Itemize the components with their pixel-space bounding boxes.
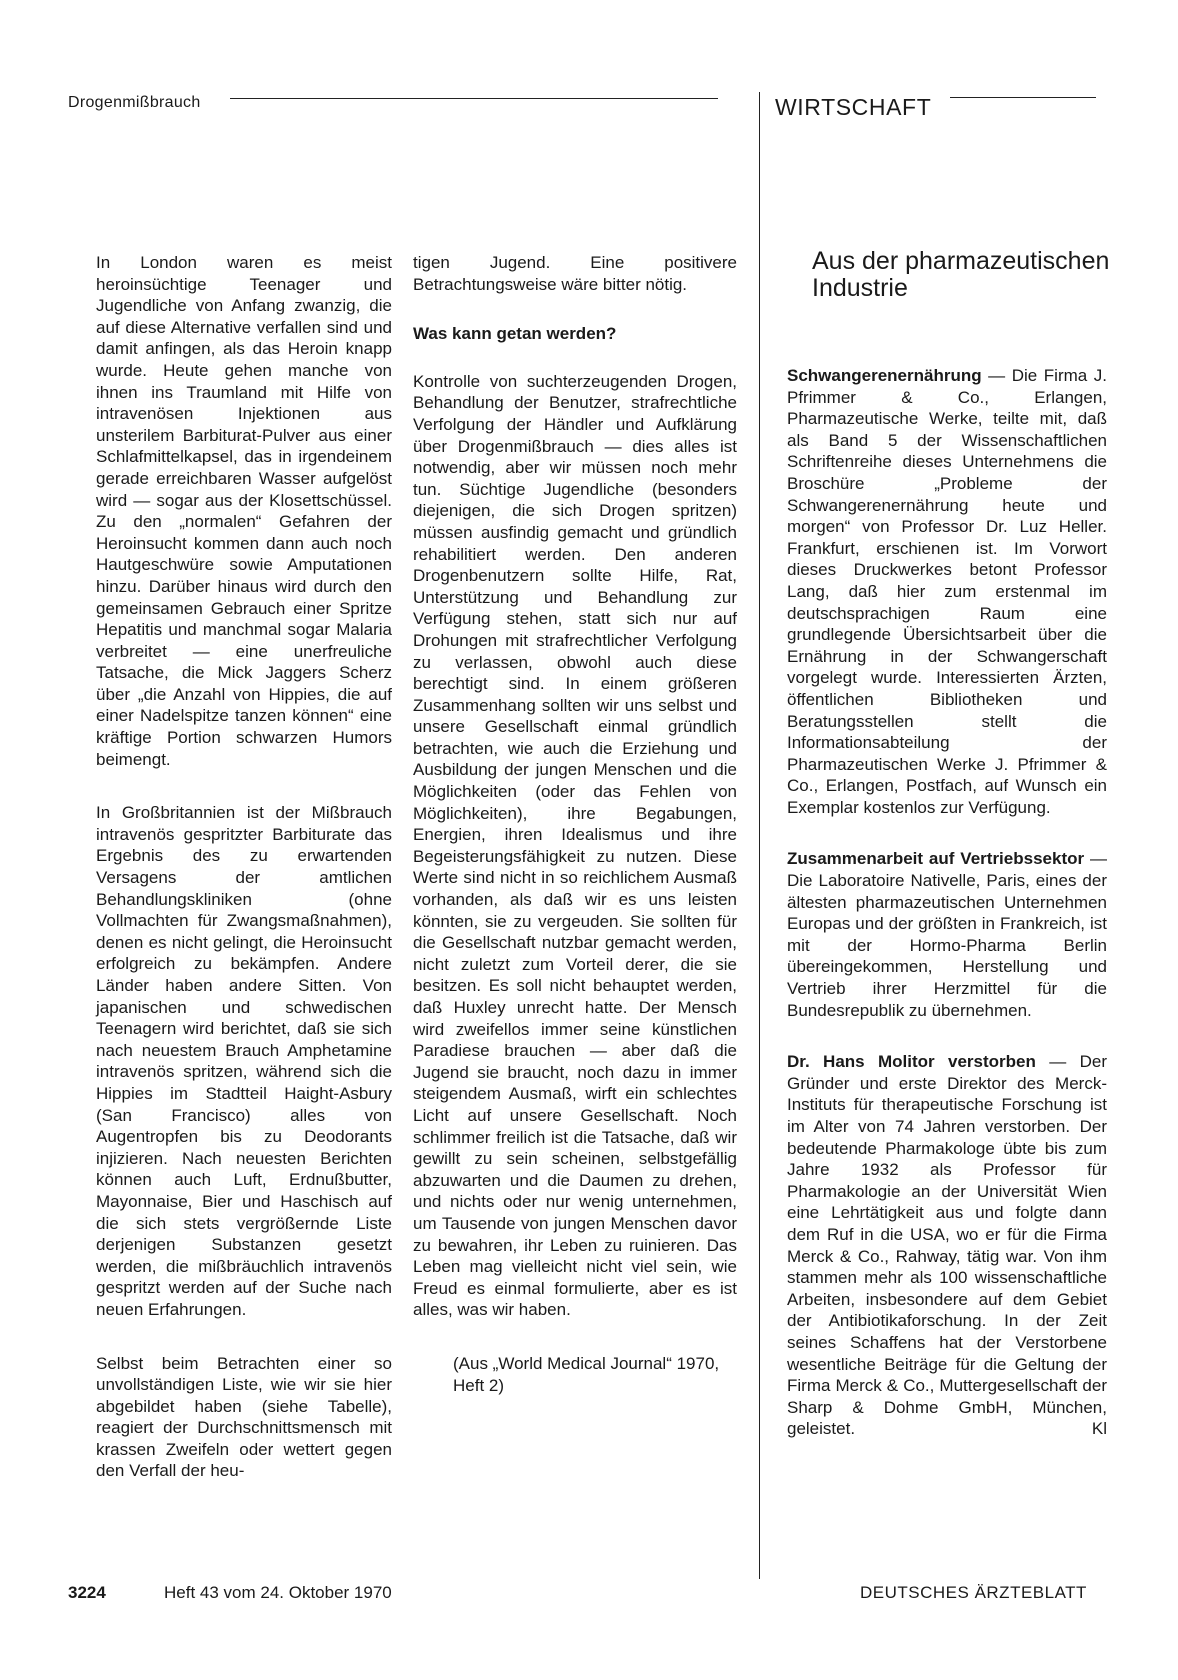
header-rule-left <box>230 98 718 99</box>
news-item-lead: Zusammenarbeit auf Vertriebssektor <box>787 849 1085 869</box>
paragraph: In Großbritannien ist der Mißbrauch intravenös gespritzter Barbiturate das Ergebnis des zu erwartenden Versagens der amtlichen Behandlungskliniken (ohne Vollmachten für Zwangsmaßnahmen), denen es nicht gelingt, die Heroinsucht erfolgreich zu bekämpfen. Andere Länder haben andere Sitten. Von japanischen und schwedischen Teenagern wird berichtet, daß sie sich nach neuestem Brauch Amphetamine intravenös spritzen, während sich die Hippies im Stadtteil Haight-Asbury (San Francisco) alles von Augentropfen bis zu Deodorants injizieren. Nach neuesten Berichten können auch Luft, Erdnußbutter, Mayonnaise, Bier und Haschisch auf die sich stets vergrößernde Liste derjenigen Substanzen gesetzt werden, die mißbräuchlich intravenös gespritzt werden auf der Suche nach neuen Erfahrungen. <box>96 803 392 1319</box>
news-item-text: — Die Firma J. Pfrimmer & Co., Erlangen, Pharmazeutische Werke, teilte mit, daß als Band 5 der Wissenschaftlichen Schriftenreihe dieses Unternehmens die Broschüre „Probleme der Schwangerenernährung heute und morgen“ von Professor Dr. Luz Heller. Frankfurt, erschienen ist. Im Vorwort dieses Druckwerkes betont Professor Lang, daß hier zum erstenmal im deutschsprachigen Raum eine grundlegende Übersichtsarbeit über die Ernährung in der Schwangerschaft vorgelegt wurde. Interessierten Ärzten, öffentlichen Bibliotheken und Beratungsstellen stellt die Informationsabteilung der Pharmazeutischen Werke J. Pfrimmer & Co., Erlangen, Postfach, auf Wunsch ein Exemplar kostenlos zur Verfügung. <box>787 366 1107 817</box>
news-item <box>787 848 1107 1021</box>
news-item-lead: Schwangerenernährung <box>787 366 982 385</box>
section-header-left: Drogenmißbrauch <box>68 94 201 111</box>
magazine-name: DEUTSCHES ÄRZTEBLATT <box>860 1583 1087 1602</box>
page-number: 3224 <box>68 1583 106 1602</box>
section-header-right: WIRTSCHAFT <box>775 94 932 120</box>
industry-news-column <box>787 365 1107 1440</box>
section-heading: Was kann getan werden? <box>413 324 617 344</box>
paragraph: Selbst beim Betrachten einer so unvollständigen Liste, wie wir sie hier abgebildet haben (siehe Tabelle), reagiert der Durchschnittsmensch mit krassen Zweifeln oder wettert gegen den Verfall der heu- <box>96 1353 392 1481</box>
paragraph: Kontrolle von suchterzeugenden Drogen, Behandlung der Benutzer, strafrechtliche Verfolgung der Händler und Aufklärung über Drogenmißbrauch — dies alles ist notwendig, aber wir müssen noch mehr tun. Süchtige Jugendliche (besonders diejenigen, die sich Drogen spritzen) müssen ausfindig gemacht und gründlich rehabilitiert werden. Den anderen Drogenbenutzern sollte Hilfe, Rat, Unterstützung und Behandlung zur Verfügung stehen, statt sich nur auf Drohungen mit strafrechtlicher Verfolgung zu verlassen, obwohl auch diese berechtigt sind. In einem größeren Zusammenhang sollten wir uns selbst und unsere Gesellschaft einmal gründlich betrachten, wie auch die Erziehung und Ausbildung der jungen Menschen und die Möglichkeiten (oder das Fehlen von Möglichkeiten), ihre Begabungen, Energien, ihren Idealismus und ihre Begeisterungsfähigkeit zu nutzen. Diese Werte sind nicht in so reichlichem Ausmaß vorhanden, als daß wir es uns leisten könnten, sie zu vergeuden. Sie sollten für die Gesellschaft nutzbar gemacht werden, nicht zuletzt zum Vorteil derer, die sie besitzen. Es soll nicht behauptet werden, daß Huxley unrecht hatte. Der Mensch wird zweifellos immer seine künstlichen Paradiese brauchen — aber daß die Jugend sie braucht, noch dazu in immer steigendem Ausmaß, wirft ein schlechtes Licht auf unsere Gesellschaft. Noch schlimmer freilich ist die Tatsache, daß wir gewillt zu sein scheinen, selbstgefällig abzuwarten und die Daumen zu drehen, und nichts oder nur wenig unternehmen, um Tausende von jungen Menschen davor zu bewahren, ihr Leben zu ruinieren. Das Leben mag vielleicht nicht viel sein, wie Freud es einmal formulierte, aber es ist alles, was wir haben. <box>413 371 737 1320</box>
industry-section-title: Aus der pharmazeutischen Industrie <box>812 247 1110 302</box>
column-divider <box>759 92 760 1579</box>
source-citation: (Aus „World Medical Journal“ 1970, Heft 2) <box>453 1353 720 1395</box>
article-column-2 <box>413 252 737 1396</box>
news-item-lead: Dr. Hans Molitor verstorben <box>787 1052 1036 1072</box>
issue-info: Heft 43 vom 24. Oktober 1970 <box>164 1583 392 1602</box>
header-rule-right <box>950 97 1096 98</box>
news-item <box>787 1051 1107 1440</box>
paragraph: tigen Jugend. Eine positivere Betrachtungsweise wäre bitter nötig. <box>413 253 737 294</box>
news-item-text: — Der Gründer und erste Direktor des Merck-Instituts für therapeutische Forschung ist im Alter von 74 Jahren verstorben. Der bedeutende Pharmakologe übte bis zum Jahre 1932 als Professor für Pharmakologie an der Universität Wien eine Lehrtätigkeit aus und folgte dann dem Ruf in die USA, wo er für die Firma Merck & Co., Rahway, tätig war. Von ihm stammen mehr als 100 wissenschaftliche Arbeiten, insbesondere auf dem Gebiet der Antibiotikaforschung. In der Zeit seines Schaffens hat der Verstorbene wesentliche Beiträge für die Geltung der Firma Merck & Co., Muttergesellschaft der Sharp & Dohme GmbH, München, geleistet. <box>787 1052 1108 1439</box>
paragraph: In London waren es meist heroinsüchtige Teenager und Jugendliche von Anfang zwanzig, die auf diese Alternative verfallen sind und damit anfingen, als das Heroin knapp wurde. Heute gehen manche von ihnen ins Traumland mit Hilfe von intravenösen Injektionen aus unsterilem Barbiturat-Pulver aus einer Schlafmittelkapsel, das in irgendeinem gerade erreichbaren Wasser aufgelöst wird — sogar aus der Klosettschüssel. Zu den „normalen“ Gefahren der Heroinsucht kommen dann auch noch Hautgeschwüre sowie Amputationen hinzu. Darüber hinaus wird durch den gemeinsamen Gebrauch einer Spritze Hepatitis und manchmal sogar Malaria verbreitet — eine unerfreuliche Tatsache, die Mick Jaggers Scherz über „die Anzahl von Hippies, die auf einer Nadelspitze tanzen können“ eine kräftige Portion schwarzen Humors beimengt. <box>96 253 392 769</box>
article-column-1 <box>96 252 392 1482</box>
author-signature: Kl <box>1091 1419 1107 1439</box>
news-item <box>787 365 1107 818</box>
news-item-text: — Die Laboratoire Nativelle, Paris, eines der ältesten pharmazeutischen Unternehmen Europas und der größten in Frankreich, ist mit der Hormo-Pharma Berlin übereingekommen, Herstellung und Vertrieb ihrer Herzmittel für die Bundesrepublik zu übernehmen. <box>787 849 1107 1020</box>
